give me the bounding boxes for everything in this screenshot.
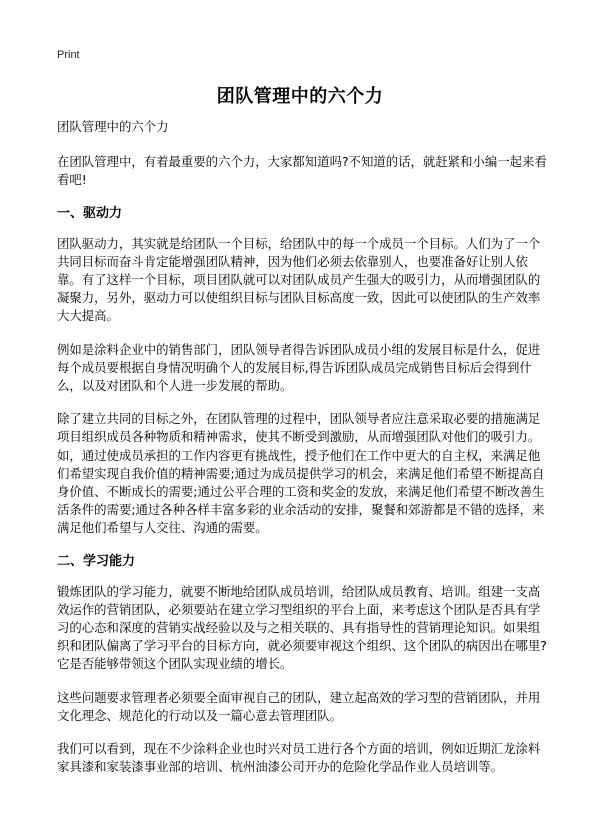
document-body bbox=[57, 118, 547, 791]
print-link[interactable]: Print bbox=[57, 49, 80, 61]
section-heading-drive: 一、驱动力 bbox=[57, 205, 123, 221]
intro-paragraph: 在团队管理中，有着最重要的六个力，大家都知道吗?不知道的话，就赶紧和小编一起来看看吧! bbox=[57, 154, 547, 188]
paragraph: 例如是涂料企业中的销售部门，团队领导者得告诉团队成员小组的发展目标是什么，促进每个成员要根据自身情况明确个人的发展目标,得告诉团队成员完成销售目标后会得到什么，以及对团队和个人进一步发展的帮助。 bbox=[57, 341, 541, 394]
paragraph: 除了建立共同的目标之外，在团队管理的过程中，团队领导者应注意采取必要的措施满足项目组织成员各种物质和精神需求，使其不断受到激励，从而增强团队对他们的吸引力。如，通过使成员承担的工作内容更有挑战性，授予他们在工作中更大的自主权，来满足他们希望实现自我价值的精神需要;通过为成员提供学习的机会，来满足他们希望不断提高自身价值、不断成长的需要;通过公平合理的工资和奖金的发放，来满足他们希望不断改善生活条件的需要;通过各种各样丰富多彩的业余活动的安排，聚餐和郊游都是不错的选择，来满足他们希望与人交往、沟通的需要。 bbox=[57, 411, 545, 536]
paragraph: 这些问题要求管理者必须要全面审视自己的团队，建立起高效的学习型的营销团队，并用文化理念、规范化的行动以及一篇心意去管理团队。 bbox=[57, 689, 541, 723]
document-title: 团队管理中的六个力 bbox=[216, 86, 384, 107]
paragraph: 我们可以看到，现在不少涂料企业也时兴对员工进行各个方面的培训，例如近期汇龙涂料家具漆和家装漆事业部的培训、杭州油漆公司开办的危险化学品作业人员培训等。 bbox=[57, 741, 541, 775]
paragraph: 团队驱动力，其实就是给团队一个目标，给团队中的每一个成员一个目标。人们为了一个共同目标而奋斗肯定能增强团队精神，因为他们必须去依靠别人，也要准备好让别人依靠。有了这样一个目标，项目团队就可以对团队成员产生强大的吸引力，从而增强团队的凝聚力，另外，驱动力可以使组织目标与团队目标高度一致，因此可以使团队的生产效率大大提高。 bbox=[57, 235, 541, 324]
section-heading-learning: 二、学习能力 bbox=[57, 553, 136, 569]
document-subtitle: 团队管理中的六个力 bbox=[57, 119, 169, 134]
paragraph: 锻炼团队的学习能力，就要不断地给团队成员培训，给团队成员教育、培训。组建一支高效运作的营销团队，必须要站在建立学习型组织的平台上面，来考虑这个团队是否具有学习的心态和深度的营销实战经验以及与之相关联的、具有指导性的营销理论知识。如果组织和团队偏离了学习平台的目标方向，就必须要审视这个组织、这个团队的病因出在哪里?它是否能够带领这个团队实现业绩的增长。 bbox=[57, 583, 547, 672]
